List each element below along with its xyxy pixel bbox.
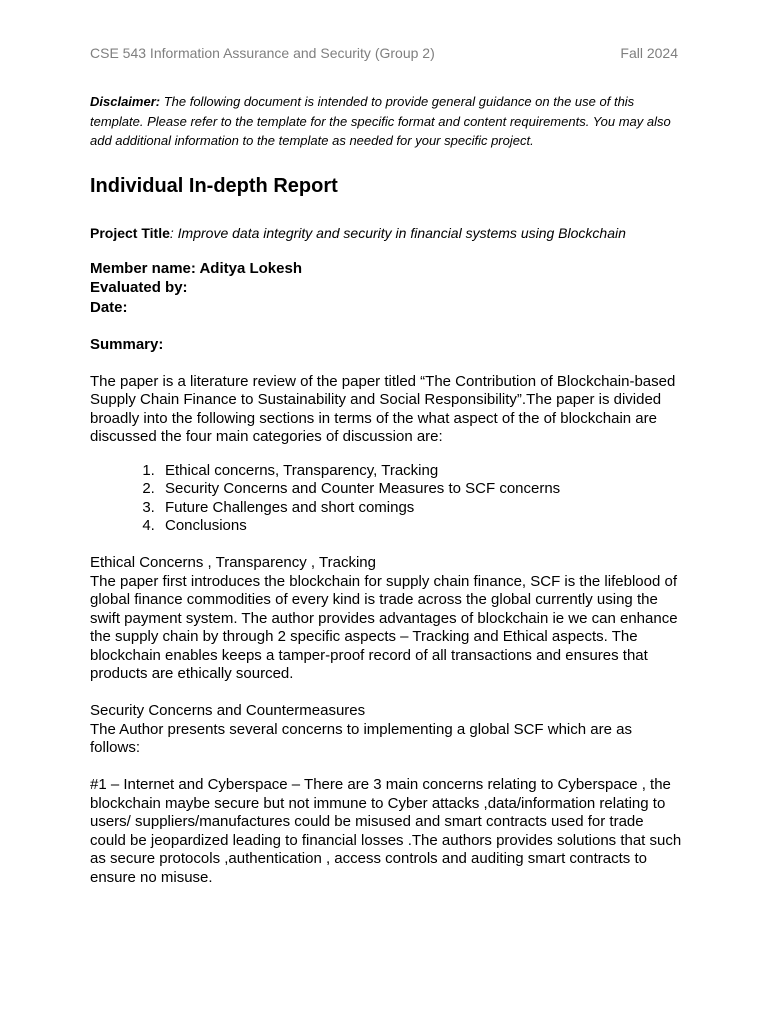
topics-list: [90, 462, 682, 536]
report-title: Individual In-depth Report: [90, 174, 338, 197]
project-title-label: Project Title: [90, 224, 170, 241]
course-title: CSE 543 Information Assurance and Security (Group 2): [90, 45, 435, 61]
list-item: 4. Conclusions: [159, 517, 682, 536]
evaluated-by: Evaluated by:: [90, 279, 188, 296]
spacer: [90, 354, 682, 373]
report-meta: [90, 259, 682, 318]
report-date: Date:: [90, 298, 128, 316]
document-body: [90, 92, 682, 887]
list-item: 3. Future Challenges and short comings: [159, 499, 682, 518]
term-label: Fall 2024: [620, 45, 678, 61]
disclaimer: [90, 92, 682, 151]
disclaimer-label: Disclaimer:: [90, 94, 161, 109]
spacer: [90, 684, 682, 703]
security-body: The Author presents several concerns to implementing a global SCF which are as follows:: [90, 720, 632, 756]
summary-heading: Summary:: [90, 336, 164, 353]
security-point-1: #1 – Internet and Cyberspace – There are 3 main concerns relating to Cyberspace , the blockchain maybe secure but not immune to Cyber attacks ,data/information relating to users/ suppliers/manufactures could be misused and smart contracts used for trade could be jeopardized leading to financial losses .The authors provides solutions that such as secure protocols ,authentication , access controls and auditing smart contracts to ensure no misuse.: [90, 776, 682, 886]
spacer: [90, 536, 682, 555]
list-item: 1. Ethical concerns, Transparency, Tracking: [159, 462, 682, 481]
ethical-body: The paper first introduces the blockchain for supply chain finance, SCF is the lifeblood of global finance commodities of every kind is trade across the global currently using the swift payment system. The author provides advantages of blockchain ie we can enhance the supply chain by through 2 specific aspects – Tracking and Ethical aspects. The blockchain enables keeps a tamper-proof record of all transactions and ensures that products are ethically sourced.: [90, 572, 678, 682]
page-header: [90, 45, 678, 61]
spacer: [90, 758, 682, 777]
security-heading: Security Concerns and Countermeasures: [90, 702, 366, 719]
member-name: Member name: Aditya Lokesh: [90, 259, 302, 277]
project-title-value: : Improve data integrity and security in financial systems using Blockchain: [169, 224, 626, 241]
list-item: 2. Security Concerns and Counter Measures to SCF concerns: [159, 480, 682, 499]
disclaimer-text: The following document is intended to provide general guidance on the use of this template. Please refer to the template for the specific format and content requirements. You may also add additional information to the template as needed for your specific project.: [90, 94, 671, 148]
intro-paragraph: The paper is a literature review of the paper titled “The Contribution of Blockchain-based Supply Chain Finance to Sustainability and Social Responsibility”.The paper is divided broadly into the following sections in terms of the what aspect of the of blockchain are discussed the four main categories of discussion are:: [90, 372, 676, 445]
project-title-line: [90, 223, 682, 243]
ethical-heading: Ethical Concerns , Transparency , Tracking: [90, 554, 376, 571]
